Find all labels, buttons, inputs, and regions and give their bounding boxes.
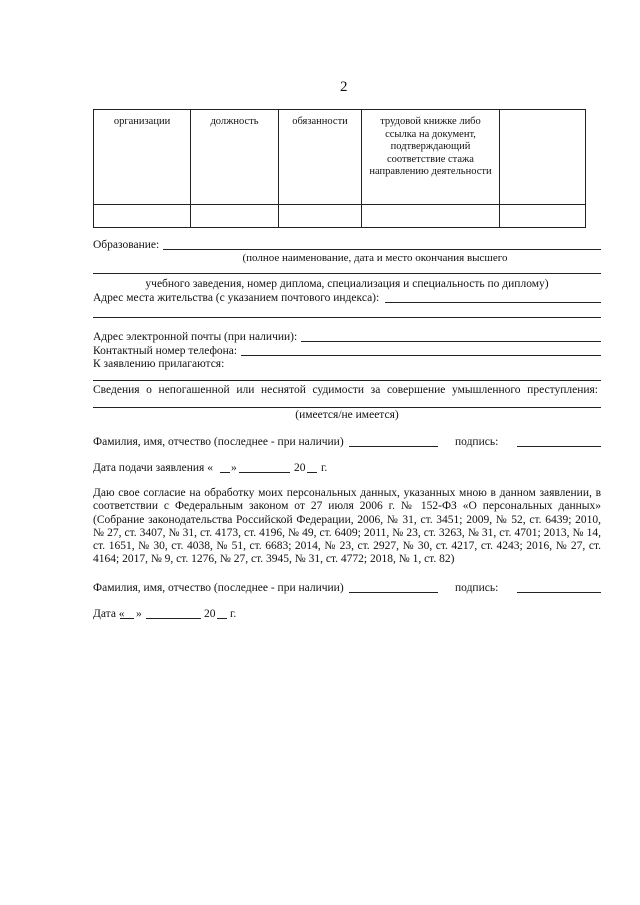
table-header-cell: обязанности — [279, 110, 362, 205]
signature-field-2[interactable] — [517, 592, 601, 593]
table-cell[interactable] — [94, 205, 191, 228]
phone-field[interactable] — [241, 355, 601, 356]
table-cell[interactable] — [500, 205, 586, 228]
table-cell[interactable] — [362, 205, 500, 228]
consent-paragraph: Даю свое согласие на обработку моих персональных данных, указанных мною в данном заявлении, в соответствии с Федеральным законом от 27 июля 2006 г. № 152-ФЗ «О персональных данных» (Собрание законодательства Российской Федерации, 2006, № 31, ст. 3451; 2009, № 52, ст. 6439; 2010, № 27, ст. 3407, № 31, ст. 4173, ст. 4196, № 49, ст. 6409; 2011, № 23, ст. 3263, № 31, ст. 4701; 2013, № 14, ст. 1651, № 30, ст. 4038, № 51, ст. 6683; 2014, № 23, ст. 2927, № 30, ст. 4217, ст. 4243; 2016, № 27, ст. 4164; 2017, № 9, ст. 1276, № 27, ст. 3945, № 31, ст. 4772; 2018, № 1, ст. 82) — [93, 487, 601, 566]
final-month-field[interactable] — [146, 618, 201, 619]
table-header-cell: трудовой книжке либо ссылка на документ, подтверждающий соответствие стажа направлению деятельности — [362, 110, 500, 205]
final-date-suffix: г. — [230, 608, 237, 620]
education-hint-2: учебного заведения, номер диплома, специализация и специальность по диплому) — [145, 278, 549, 290]
email-field[interactable] — [301, 341, 601, 342]
address-field[interactable] — [385, 302, 601, 303]
address-field-2[interactable] — [93, 317, 601, 318]
signature-field[interactable] — [517, 446, 601, 447]
address-label: Адрес места жительства (с указанием почтового индекса): — [93, 292, 380, 304]
table-cell[interactable] — [191, 205, 279, 228]
phone-label: Контактный номер телефона: — [93, 345, 238, 357]
signature-label-2: подпись: — [455, 582, 499, 594]
fullname-field[interactable] — [349, 446, 438, 447]
application-day-field[interactable] — [220, 472, 230, 473]
application-year-prefix: 20 — [294, 462, 306, 474]
email-label: Адрес электронной почты (при наличии): — [93, 331, 298, 343]
final-date-prefix: Дата « — [93, 608, 125, 620]
application-date-mid: » — [231, 462, 237, 474]
attachments-label: К заявлению прилагаются: — [93, 358, 225, 370]
education-field-2[interactable] — [93, 273, 601, 274]
final-year-field[interactable] — [217, 618, 227, 619]
fullname-label-2: Фамилия, имя, отчество (последнее - при наличии) — [93, 582, 344, 594]
table-header-cell: должность — [191, 110, 279, 205]
application-date-suffix: г. — [321, 462, 328, 474]
education-hint-1: (полное наименование, дата и место окончания высшего — [242, 252, 508, 264]
table-cell[interactable] — [279, 205, 362, 228]
table-header-cell: организации — [94, 110, 191, 205]
application-year-field[interactable] — [307, 472, 317, 473]
fullname-field-2[interactable] — [349, 592, 438, 593]
table-header-cell — [500, 110, 586, 205]
page-number: 2 — [340, 79, 348, 95]
conviction-label: Сведения о непогашенной или неснятой судимости за совершение умышленного преступления: — [93, 384, 598, 396]
education-label: Образование: — [93, 239, 160, 251]
application-date-prefix: Дата подачи заявления « — [93, 462, 213, 474]
table-header-row — [94, 110, 586, 205]
experience-table — [93, 109, 586, 228]
final-year-prefix: 20 — [204, 608, 216, 620]
table-row — [94, 205, 586, 228]
application-month-field[interactable] — [239, 472, 290, 473]
final-date-mid: » — [136, 608, 142, 620]
signature-label: подпись: — [455, 436, 499, 448]
fullname-label: Фамилия, имя, отчество (последнее - при наличии) — [93, 436, 344, 448]
conviction-hint: (имеется/не имеется) — [295, 409, 399, 421]
final-day-field[interactable] — [120, 618, 134, 619]
education-field[interactable] — [163, 249, 601, 250]
attachments-field[interactable] — [93, 380, 601, 381]
